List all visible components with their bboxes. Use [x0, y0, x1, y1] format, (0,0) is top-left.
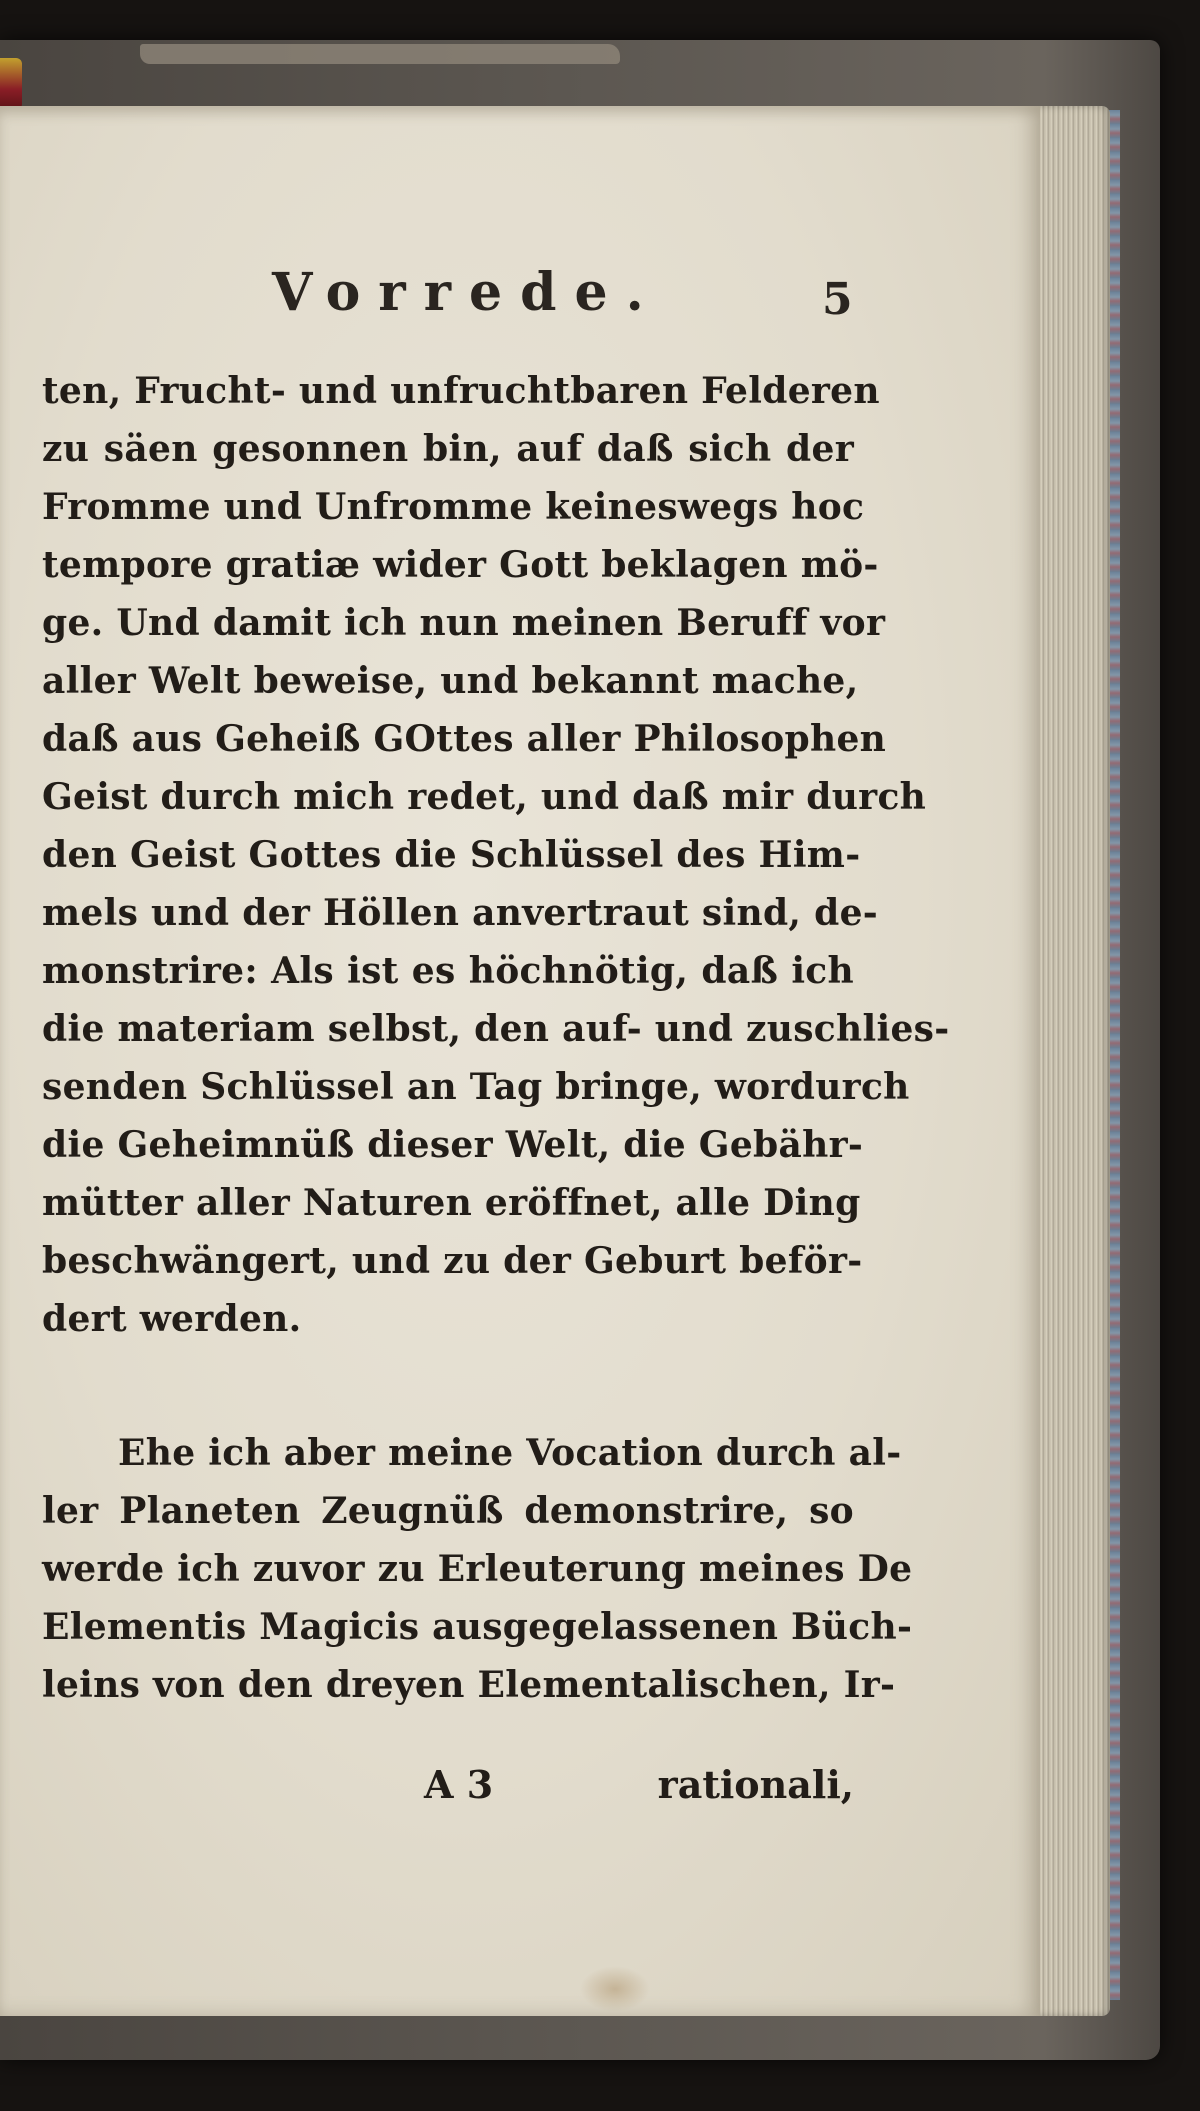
- text-line: ge. Und damit ich nun meinen Beruff vor: [42, 602, 886, 644]
- text-line: Fromme und Unfromme keineswegs hoc: [42, 486, 865, 528]
- text-line: ler Planeten Zeugnüß demonstrire, so: [42, 1490, 854, 1532]
- signature-mark: A 3: [424, 1762, 494, 1807]
- text-line: Elementis Magicis ausgegelassenen Büch-: [42, 1606, 913, 1648]
- text-line: den Geist Gottes die Schlüssel des Him-: [42, 834, 861, 876]
- body-text: [42, 362, 950, 1714]
- text-line: monstrire: Als ist es höchnötig, daß ich: [42, 950, 854, 992]
- text-line: die materiam selbst, den auf- und zuschlies-: [42, 1008, 950, 1050]
- text-line: zu säen gesonnen bin, auf daß sich der: [42, 428, 854, 470]
- bookmark-ribbon: [0, 58, 22, 110]
- page-stain: [580, 1966, 650, 2012]
- text-line: werde ich zuvor zu Erleuterung meines De: [42, 1548, 913, 1590]
- text-line: die Geheimnüß dieser Welt, die Gebähr-: [42, 1124, 864, 1166]
- page-number: 5: [822, 274, 853, 325]
- paragraph-gap: [42, 1348, 854, 1424]
- text-line: Ehe ich aber meine Vocation durch al-: [118, 1432, 902, 1474]
- text-line: daß aus Geheiß GOttes aller Philosophen: [42, 718, 887, 760]
- text-line: mels und der Höllen anvertraut sind, de-: [42, 892, 879, 934]
- text-line: beschwängert, und zu der Geburt beför-: [42, 1240, 863, 1282]
- cover-tear: [140, 44, 620, 64]
- text-line: tempore gratiæ wider Gott beklagen mö-: [42, 544, 879, 586]
- text-line: dert werden.: [42, 1298, 302, 1340]
- running-head: [0, 262, 1040, 332]
- catchword: rationali,: [657, 1762, 854, 1807]
- page-footer: [42, 1762, 854, 1826]
- text-line: Geist durch mich redet, und daß mir durch: [42, 776, 927, 818]
- text-line: leins von den dreyen Elementalischen, Ir-: [42, 1664, 896, 1706]
- text-line: ten, Frucht- und unfruchtbaren Felderen: [42, 370, 880, 412]
- text-line: senden Schlüssel an Tag bringe, wordurch: [42, 1066, 910, 1108]
- text-line: mütter aller Naturen eröffnet, alle Ding: [42, 1182, 861, 1224]
- page-edges: [1030, 106, 1110, 2016]
- page-title: Vorrede.: [272, 262, 662, 323]
- text-line: aller Welt beweise, und bekannt mache,: [42, 660, 859, 702]
